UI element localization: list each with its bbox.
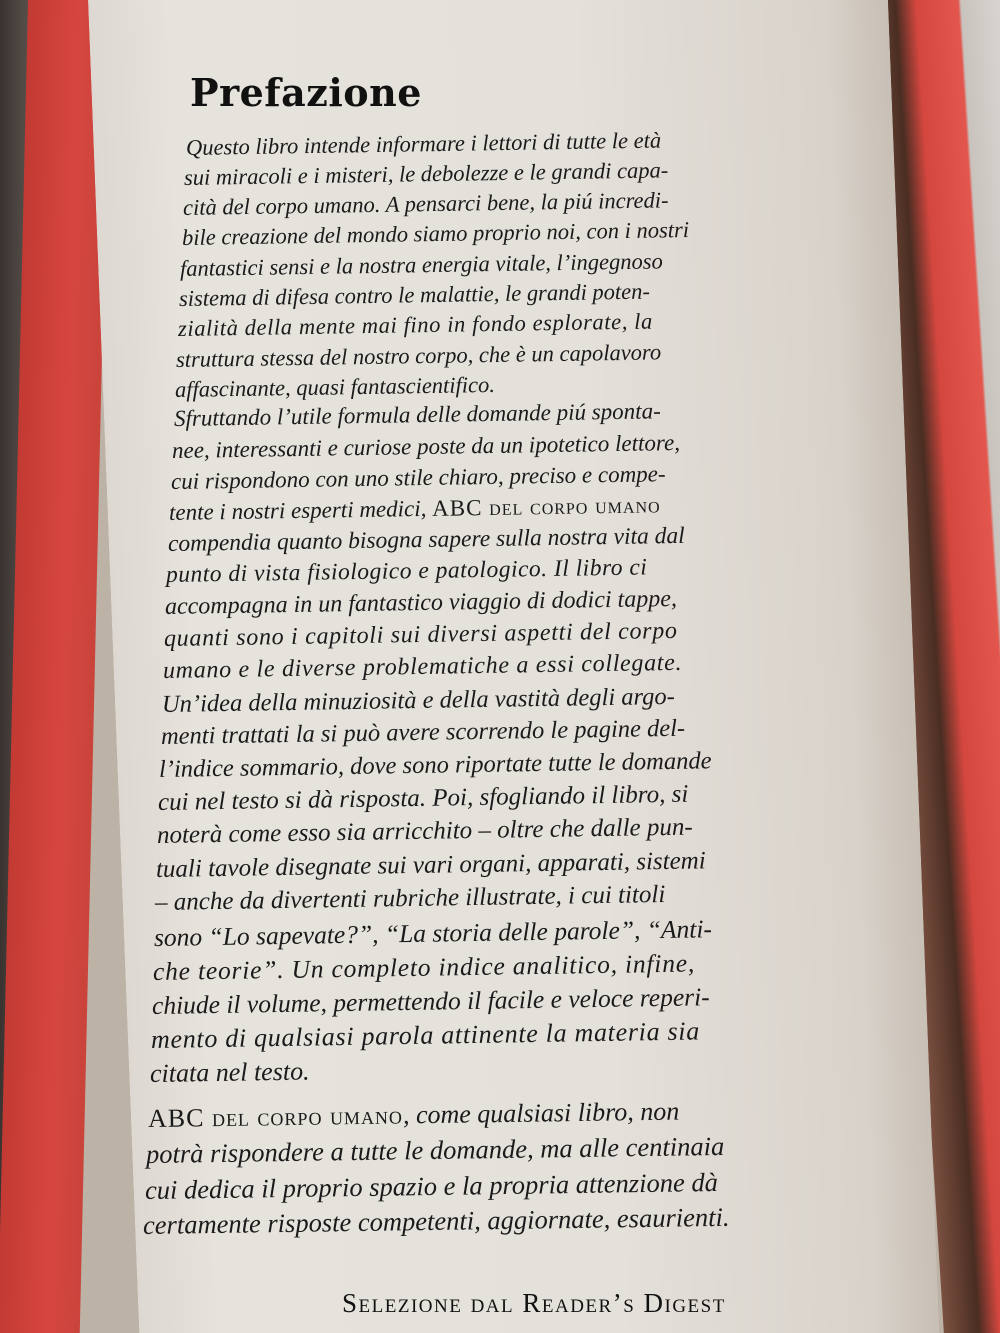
text-line: nee, interessanti e curiose poste da un ipotetico lettore, xyxy=(171,430,681,463)
text-line: – anche da divertenti rubriche illustrate, i cui titoli xyxy=(154,880,666,916)
text-line: bile creazione del mondo siamo proprio noi, con i nostri xyxy=(181,217,690,250)
text-line: citata nel testo. xyxy=(149,1056,310,1088)
text-line: cui nel testo si dà risposta. Poi, sfogliando il libro, si xyxy=(157,780,689,816)
text-line: fantastici sensi e la nostra energia vitale, l’ingegnoso xyxy=(179,248,664,281)
text-line: l’indice sommario, dove sono riportate tutte le domande xyxy=(158,747,712,783)
text-line: sui miracoli e i misteri, le debolezze e le grandi capa- xyxy=(183,157,669,190)
text-line: cui dedica il proprio spazio e la propria attenzione dà xyxy=(144,1167,719,1205)
book-name: ABC del corpo umano xyxy=(431,492,661,521)
text-line: potrà rispondere a tutte le domande, ma alle centinaia xyxy=(145,1130,725,1169)
text-line: menti trattati la si può avere scorrendo le pagine del- xyxy=(160,714,686,750)
text-line xyxy=(148,1097,680,1134)
signature: Selezione dal Reader’s Digest xyxy=(342,1288,726,1318)
text-line: umano e le diverse problematiche a essi collegate. xyxy=(162,649,683,684)
text-line: cità del corpo umano. A pensarci bene, la piú incredi- xyxy=(182,187,669,220)
text-line: quanti sono i capitoli sui diversi aspetti del corpo xyxy=(163,617,678,652)
text-line: tuali tavole disegnate sui vari organi, apparati, sistemi xyxy=(155,847,706,883)
text-line: accompagna in un fantastico viaggio di dodici tappe, xyxy=(164,585,678,620)
text-line: Un’idea della minuziosità e della vastità degli argo- xyxy=(161,682,676,718)
page-title: Prefazione xyxy=(190,70,422,115)
text-line: zialità della mente mai fino in fondo esplorate, la xyxy=(177,308,654,341)
text-line: Sfruttando l’utile formula delle domande piú sponta- xyxy=(173,398,661,431)
text-line: noterà come esso sia arricchito – oltre che dalle pun- xyxy=(156,813,693,849)
text-span: , come qualsiasi libro, non xyxy=(402,1096,680,1130)
text-span: tente i nostri esperti medici, xyxy=(168,495,427,525)
text-line: Questo libro intende informare i lettori di tutte le età xyxy=(185,127,662,160)
text-line: compendia quanto bisogna sapere sulla nostra vita dal xyxy=(167,522,685,557)
text-line: punto di vista fisiologico e patologico. Il libro ci xyxy=(165,554,648,588)
text-line: affascinante, quasi fantascientifico. xyxy=(174,371,496,402)
text-line: chiude il volume, permettendo il facile e veloce reperi- xyxy=(151,982,710,1020)
text-line: certamente risposte competenti, aggiornate, esaurienti. xyxy=(142,1201,730,1240)
text-line: mento di qualsiasi parola attinente la materia sia xyxy=(150,1016,701,1054)
text-line: sistema di difesa contro le malattie, le grandi poten- xyxy=(178,278,651,311)
text-line: sono “Lo sapevate?”, “La storia delle parole”, “Anti- xyxy=(153,914,713,952)
text-line xyxy=(169,492,661,526)
book-name: ABC del corpo umano xyxy=(147,1100,404,1133)
text-line: cui rispondono con uno stile chiaro, preciso e compe- xyxy=(170,461,666,494)
text-line: che teorie”. Un completo indice analitico, infine, xyxy=(152,948,696,986)
text-line: struttura stessa del nostro corpo, che è un capolavoro xyxy=(175,339,662,372)
